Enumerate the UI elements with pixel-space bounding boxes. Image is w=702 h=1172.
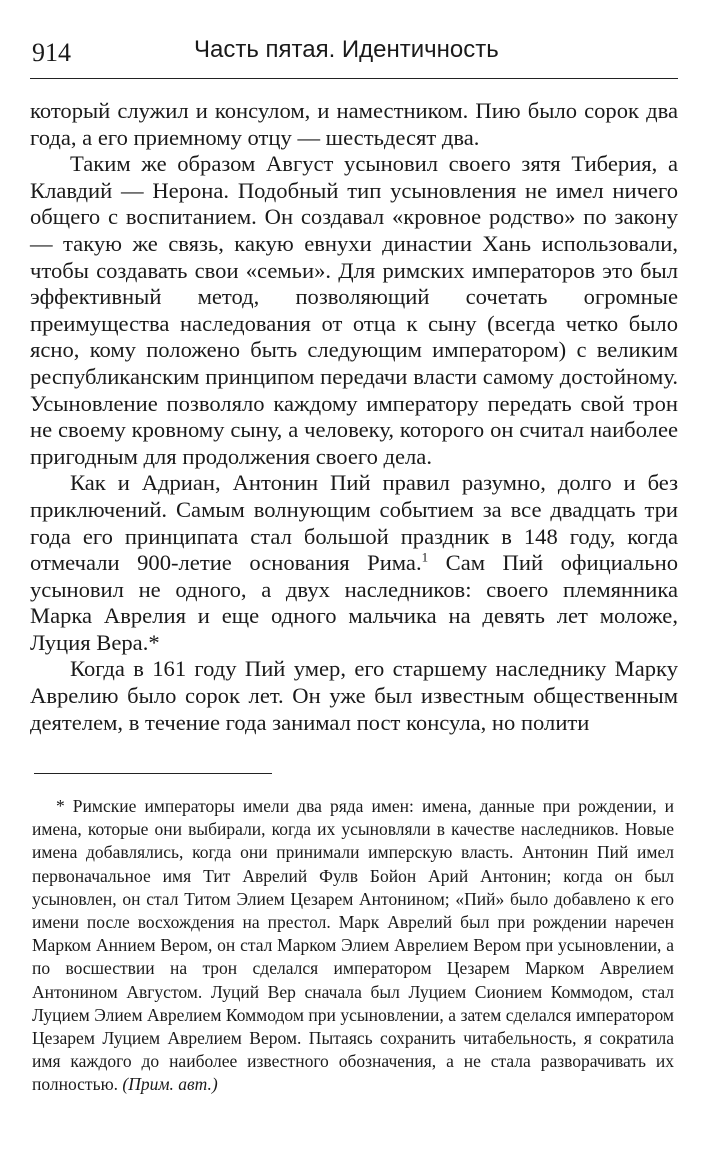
paragraph-2: Таким же образом Август усыновил своего зятя Тиберия, а Клавдий — Нерона. Подобный тип усыновления не имел ничего общего с воспитанием. Он создавал «кровное родство» по закону — такую же связь, какую евнухи династии Хань использовали, чтобы создавать свои «семьи». Для римских императоров это был эффективный метод, позволяющий сочетать огромные преимущества наследования от отца к сыну (всегда четко было ясно, кому положено быть следующим императором) с великим республиканским принципом передачи власти самому достойному. Усыновление позволяло каждому императору передать свой трон не своему кровному сыну, а человеку, которого он считал наиболее пригодным для продолжения своего дела.	[30, 151, 678, 469]
running-head: Часть пятая. Идентичность	[194, 36, 499, 63]
paragraph-3-start: Как и Адриан, Антонин Пий правил разумно, долго и без приключений. Самым волнующим событием за все двадцать три года его принципата стал большой праздник в 148 году, когда отмечали 900-летие основания Рима.	[30, 470, 678, 576]
paragraph-3	[30, 470, 678, 656]
endnote-reference: 1	[421, 549, 429, 565]
footnote-text: * Римские императоры имели два ряда имен: имена, данные при рождении, и имена, которые они выбирали, когда их усыновляли в качестве наследников. Новые имена добавлялись, когда они принимали имперскую власть. Антонин Пий имел первоначальное имя Тит Аврелий Фулв Бойон Арий Антонин; когда он был усыновлен, он стал Титом Элием Цезарем Антонином; «Пий» было добавлено к его имени после восхождения на престол. Марк Аврелий был при рождении наречен Марком Аннием Вером, он стал Марком Элием Аврелием Вером при усыновлении, а по восшествии на трон сделался императором Цезарем Марком Аврелием Антонином Августом. Луций Вер сначала был Луцием Сионием Коммодом, стал Луцием Элием Аврелием Коммодом при усыновлении, а затем сделался императором Цезарем Луцием Аврелием Вером. Пытаясь сохранить читабельность, я сократила имя каждого до наиболее известного обозначения, а не стала разворачивать их полностью.	[32, 796, 674, 1095]
page-number: 914	[32, 38, 71, 67]
paragraph-1: который служил и консулом, и наместником. Пию было сорок два года, а его приемному отцу — шестьдесят два.	[30, 98, 678, 150]
main-text	[30, 98, 678, 736]
footnote-author-note: (Прим. авт.)	[122, 1074, 218, 1095]
footnote-divider	[34, 773, 272, 774]
paragraph-3-end: Сам Пий официально усыновил не одного, а двух наследников: своего племянника Марка Аврелия и еще одного мальчика на девять лет моложе, Луция Вера.*	[30, 550, 678, 655]
footnote	[32, 795, 674, 1097]
paragraph-4: Когда в 161 году Пий умер, его старшему наследнику Марку Аврелию было сорок лет. Он уже был известным общественным деятелем, в течение года занимал пост консула, но полити	[30, 656, 678, 735]
page-header	[30, 30, 678, 79]
